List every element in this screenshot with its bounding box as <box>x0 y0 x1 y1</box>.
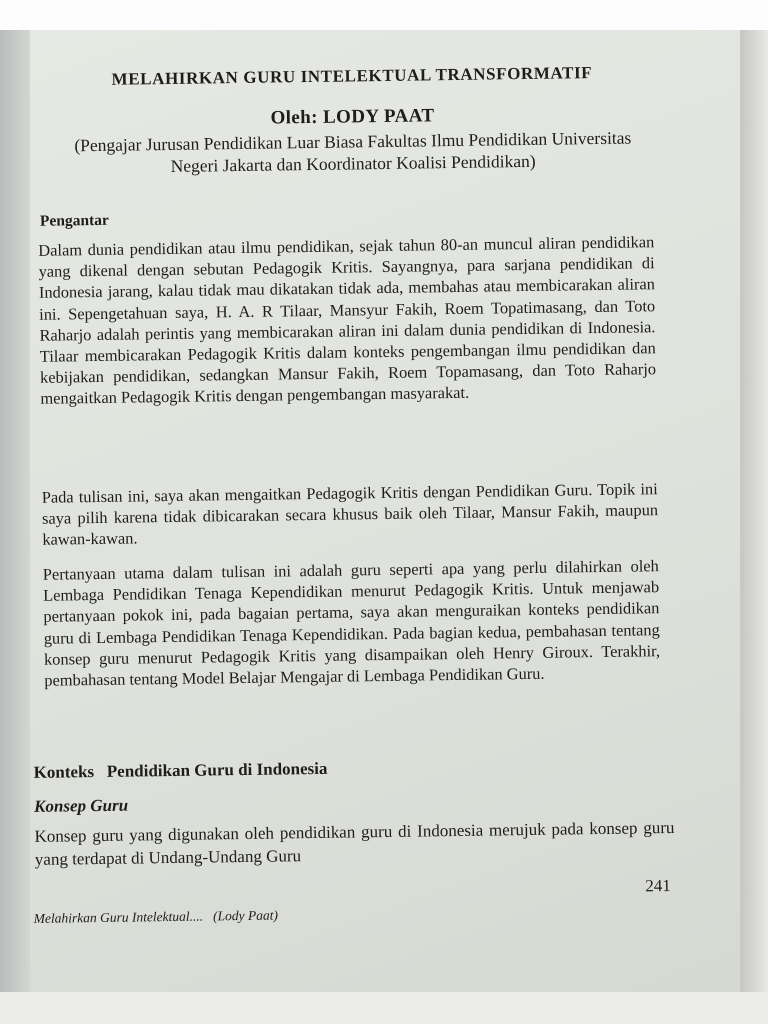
section-heading: Konteks Pendidikan Guru di Indonesia <box>33 758 328 782</box>
author-affiliation: (Pengajar Jurusan Pendidikan Luar Biasa Fakultas Ilmu Pendidikan Universitas Negeri Jakarta dan Koordinator Koalisi Pendidikan) <box>74 127 632 176</box>
book-page <box>30 30 741 992</box>
page-gutter <box>741 30 768 992</box>
paragraph: Pertanyaan utama dalam tulisan ini adalah guru seperti apa yang perlu dilahirkan oleh Lembaga Pendidikan Tenaga Kependidikan menurut Pedagogik Kritis. Untuk menjawab pertanyaan pokok ini, pada bagaian pertama, saya akan menguraikan konteks pendidikan guru di Lembaga Pendidikan Tenaga Kependidikan. Pada bagian kedua, pembahasan tentang konsep guru menurut Pedagogik Kritis yang disampaikan oleh Henry Giroux. Terakhir, pembahasan tentang Model Belajar Mengajar di Lembaga Pendidikan Guru. <box>42 556 661 690</box>
article-title: MELAHIRKAN GURU INTELEKTUAL TRANSFORMATIF <box>111 63 593 89</box>
author-byline: Oleh: LODY PAAT <box>270 105 435 129</box>
footer-author: (Lody Paat) <box>213 907 279 924</box>
page-number: 241 <box>645 876 671 896</box>
paragraph: Dalam dunia pendidikan atau ilmu pendidikan, sejak tahun 80-an muncul aliran pendidikan yang dikenal dengan sebutan Pedagogik Kritis. Sayangnya, para sarjana pendidikan di Indonesia jarang, kalau tidak mau dikatakan tidak ada, membahas atau membicarakan aliran ini. Sepengetahuan saya, H. A. R Tilaar, Mansyur Fakih, Roem Topatimasang, dan Toto Raharjo adalah perintis yang membicarakan aliran ini dalam dunia pendidikan di Indonesia. Tilaar membicarakan Pedagogik Kritis dalam konteks pengembangan ilmu pendidikan dan kebijakan pendidikan, sedangkan Mansur Fakih, Roem Topamasang, dan Toto Raharjo mengaitkan Pedagogik Kritis dengan pengembangan masyarakat. <box>38 232 657 409</box>
intro-heading: Pengantar <box>39 211 109 230</box>
footer-title: Melahirkan Guru Intelektual.... <box>33 908 204 926</box>
subsection-heading: Konsep Guru <box>33 795 129 816</box>
bottom-strip <box>0 992 768 1024</box>
running-footer <box>34 908 279 927</box>
paragraph: Konsep guru yang digunakan oleh pendidikan guru di Indonesia merujuk pada konsep guru yang terdapat di Undang-Undang Guru <box>34 817 675 869</box>
paragraph: Pada tulisan ini, saya akan mengaitkan Pedagogik Kritis dengan Pendidikan Guru. Topik ini saya pilih karena tidak dibicarakan secara khusus baik oleh Tilaar, Mansur Fakih, maupun kawan-kawan. <box>41 479 659 550</box>
page-content <box>23 25 746 997</box>
